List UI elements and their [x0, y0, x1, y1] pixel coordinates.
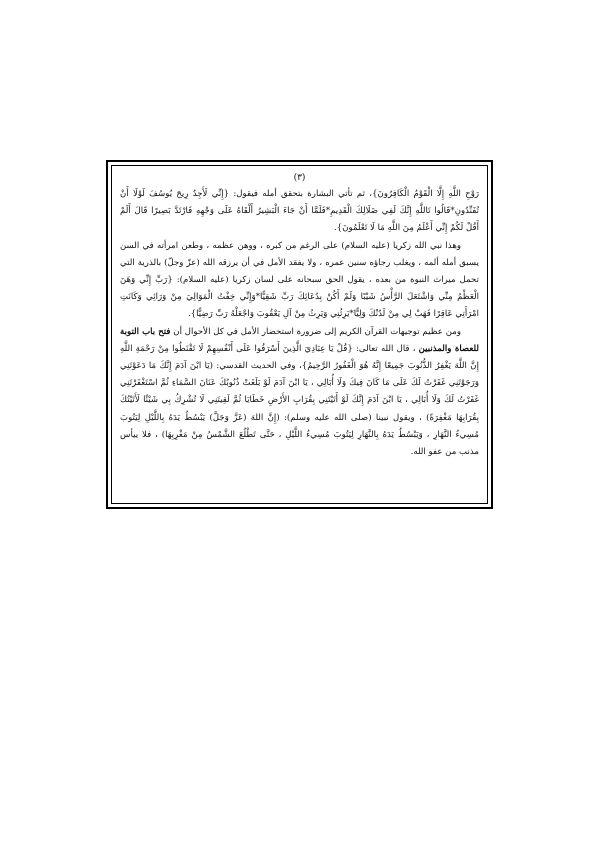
- page-border-outer: [106, 160, 493, 509]
- paragraph-zakariya: وهذا نبي الله زكريا (عليه السلام) على الرغم من كبره ، ووهن عظمه ، وطعن امرأته في السن يسبق أمله ألمه ، ويغلب رجاؤه سنين عمره ، ولا يفقد الأمل في أن يرزقه الله (عزّ وجلّ) بالذرية التي تحمل ميراث النبوة من بعده ، يقول الحق سبحانه على لسان زكريا (عليه السلام): {رَبِّ إِنِّي وَهَنَ الْعَظْمُ مِنِّي وَاشْتَعَلَ الرَّأْسُ شَيْبًا وَلَمْ أَكُنْ بِدُعَائِكَ رَبِّ شَقِيًّا*وَإِنِّي خِفْتُ الْمَوَالِيَ مِنْ وَرَائِي وَكَانَتِ امْرَأَتِي عَاقِرًا فَهَبْ لِي مِنْ لَدُنْكَ وَلِيًّا*يَرِثُنِي وَيَرِثُ مِنْ آلِ يَعْقُوبَ وَاجْعَلْهُ رَبِّ رَضِيًّا}.: [120, 240, 479, 320]
- page-content: [120, 172, 479, 497]
- paragraph-quran-yusuf: رَوْحِ اللَّهِ إِلَّا الْقَوْمُ الْكَافِرُونَ}، ثم تأتي البشارة بتحقق أمله فيقول: {إِنِّي لَأَجِدُ رِيحَ يُوسُفَ لَوْلَا أَنْ تُفَنِّدُونِ*قَالُوا تَاللَّهِ إِنَّكَ لَفِي ضَلَالِكَ الْقَدِيمِ*فَلَمَّا أَنْ جَاءَ الْبَشِيرُ أَلْقَاهُ عَلَى وَجْهِهِ فَارْتَدَّ بَصِيرًا قَالَ أَلَمْ أَقُلْ لَكُمْ إِنِّي أَعْلَمُ مِنَ اللَّهِ مَا لَا تَعْلَمُونَ}.: [120, 189, 479, 234]
- paragraph-repentance-intro: ومن عظيم توجيهات القرآن الكريم إلى ضرورة استحضار الأمل في كل الأحوال أن: [170, 326, 461, 337]
- page-border-inner: [111, 165, 488, 504]
- repentance-highlight: فتح باب التوبة للعصاة والمذنبين: [120, 326, 479, 354]
- paragraph-repentance: [120, 324, 479, 462]
- paragraph-repentance-body: ، قال الله تعالى: {قُلْ يَا عِبَادِيَ الَّذِينَ أَسْرَفُوا عَلَى أَنْفُسِهِمْ لَا تَقْنَطُوا مِنْ رَحْمَةِ اللَّهِ إِنَّ اللَّهَ يَغْفِرُ الذُّنُوبَ جَمِيعًا إِنَّهُ هُوَ الْغَفُورُ الرَّحِيمُ}، وفي الحديث القدسي: (يَا ابْنَ آدَمَ إِنَّكَ مَا دَعَوْتَنِي وَرَجَوْتَنِي غَفَرْتُ لَكَ عَلَى مَا كَانَ فِيكَ وَلَا أُبَالِي ، يَا ابْنَ آدَمَ لَوْ بَلَغَتْ ذُنُوبُكَ عَنَانَ السَّمَاءِ ثُمَّ اسْتَغْفَرْتَنِي غَفَرْتُ لَكَ وَلَا أُبَالِي ، يَا ابْنَ آدَمَ إِنَّكَ لَوْ أَتَيْتَنِي بِقُرَابِ الأَرْضِ خَطَايَا ثُمَّ لَقِيتَنِي لَا تُشْرِكُ بِي شَيْئًا لَأَتَيْتُكَ بِقُرَابِهَا مَغْفِرَةً) ، ويقول نبينا (صلى الله عليه وسلم): (إِنَّ اللهَ (عَزَّ وَجَلَّ) يَبْسُطُ يَدَهُ بِاللَّيْلِ لِيَتُوبَ مُسِيءُ النَّهَارِ ، وَيَبْسُطُ يَدَهُ بِالنَّهَارِ لِيَتُوبَ مُسِيءُ اللَّيْلِ ، حَتَّى تَطْلُعَ الشَّمْسُ مِنْ مَغْرِبِهَا) ، فلا ييأس مذنب من عفو الله.: [120, 343, 479, 458]
- page-number: (٣): [293, 173, 306, 183]
